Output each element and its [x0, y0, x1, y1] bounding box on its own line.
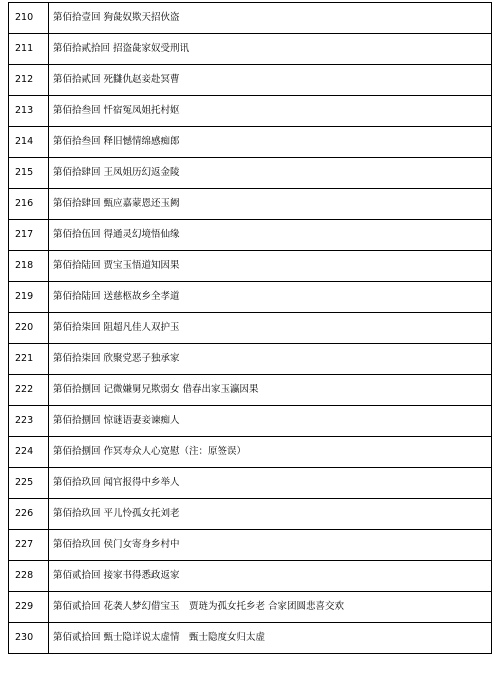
table-row: [9, 251, 492, 282]
table-row: [9, 530, 492, 561]
chapter-title-cell: 第佰拾叁回 忏宿冤凤姐托村妪: [49, 96, 492, 127]
chapter-number-cell: 222: [9, 375, 49, 406]
table-row: [9, 406, 492, 437]
table-row: [9, 344, 492, 375]
chapter-title-cell: 第佰拾肆回 王凤姐历幻返金陵: [49, 158, 492, 189]
chapter-title-cell: 第佰拾捌回 惊谜语妻妾谏痴人: [49, 406, 492, 437]
chapter-title-cell: 第佰拾玖回 侯门女寄身乡村中: [49, 530, 492, 561]
chapter-title-cell: 第佰拾叁回 释旧憾情绵感痴郎: [49, 127, 492, 158]
chapter-number-cell: 221: [9, 344, 49, 375]
table-row: [9, 282, 492, 313]
table-row: [9, 158, 492, 189]
table-row: [9, 313, 492, 344]
table-row: [9, 623, 492, 654]
chapter-number-cell: 224: [9, 437, 49, 468]
chapter-number-cell: 230: [9, 623, 49, 654]
chapter-number-cell: 215: [9, 158, 49, 189]
chapter-title-cell: 第佰拾柒回 阻超凡佳人双护玉: [49, 313, 492, 344]
table-row: [9, 96, 492, 127]
table-row: [9, 499, 492, 530]
chapter-title-cell: 第佰拾肆回 甄应嘉蒙恩还玉阙: [49, 189, 492, 220]
chapter-number-cell: 223: [9, 406, 49, 437]
chapter-number-cell: 225: [9, 468, 49, 499]
chapter-number-cell: 218: [9, 251, 49, 282]
chapter-number-cell: 226: [9, 499, 49, 530]
chapter-title-cell: 第佰贰拾回 花袭人梦幻借宝玉 贾琏为孤女托乡老 合家团圆悲喜交欢: [49, 592, 492, 623]
chapter-table-body: [9, 3, 492, 654]
chapter-title-cell: 第佰拾玖回 平儿怜孤女托刘老: [49, 499, 492, 530]
chapter-number-cell: 213: [9, 96, 49, 127]
chapter-number-cell: 228: [9, 561, 49, 592]
chapter-title-cell: 第佰拾壹回 狗彘奴欺天招伙盗: [49, 3, 492, 34]
chapter-title-cell: 第佰拾捌回 作冥寿众人心宽慰（注：原签误）: [49, 437, 492, 468]
table-row: [9, 220, 492, 251]
chapter-number-cell: 216: [9, 189, 49, 220]
table-row: [9, 437, 492, 468]
chapter-title-cell: 第佰拾貳拾回 招盗彘家奴受刑讯: [49, 34, 492, 65]
table-row: [9, 34, 492, 65]
chapter-title-cell: 第佰拾貳回 死讎仇赵妾赴冥曹: [49, 65, 492, 96]
chapter-number-cell: 212: [9, 65, 49, 96]
table-row: [9, 592, 492, 623]
chapter-title-cell: 第佰拾陆回 送慈柩故乡全孝道: [49, 282, 492, 313]
chapter-title-cell: 第佰拾捌回 记微嫌舅兄欺弱女 借春出家玉瀛因果: [49, 375, 492, 406]
chapter-number-cell: 214: [9, 127, 49, 158]
chapter-title-cell: 第佰贰拾回 接家书得悉政返家: [49, 561, 492, 592]
table-row: [9, 561, 492, 592]
table-row: [9, 189, 492, 220]
chapter-number-cell: 220: [9, 313, 49, 344]
table-row: [9, 375, 492, 406]
chapter-number-cell: 227: [9, 530, 49, 561]
chapter-number-cell: 229: [9, 592, 49, 623]
chapter-title-cell: 第佰贰拾回 甄士隐详说太虚情 甄士隐度女归太虚: [49, 623, 492, 654]
chapter-title-cell: 第佰拾陆回 贾宝玉悟道知因果: [49, 251, 492, 282]
table-row: [9, 65, 492, 96]
chapter-title-cell: 第佰拾柒回 欣聚党恶子独承家: [49, 344, 492, 375]
chapter-number-cell: 219: [9, 282, 49, 313]
table-row: [9, 3, 492, 34]
chapter-number-cell: 211: [9, 34, 49, 65]
table-row: [9, 468, 492, 499]
chapter-number-cell: 217: [9, 220, 49, 251]
chapter-title-cell: 第佰拾玖回 闻官报得中乡举人: [49, 468, 492, 499]
chapter-table: [8, 2, 492, 654]
chapter-title-cell: 第佰拾伍回 得通灵幻境悟仙缘: [49, 220, 492, 251]
table-row: [9, 127, 492, 158]
chapter-number-cell: 210: [9, 3, 49, 34]
